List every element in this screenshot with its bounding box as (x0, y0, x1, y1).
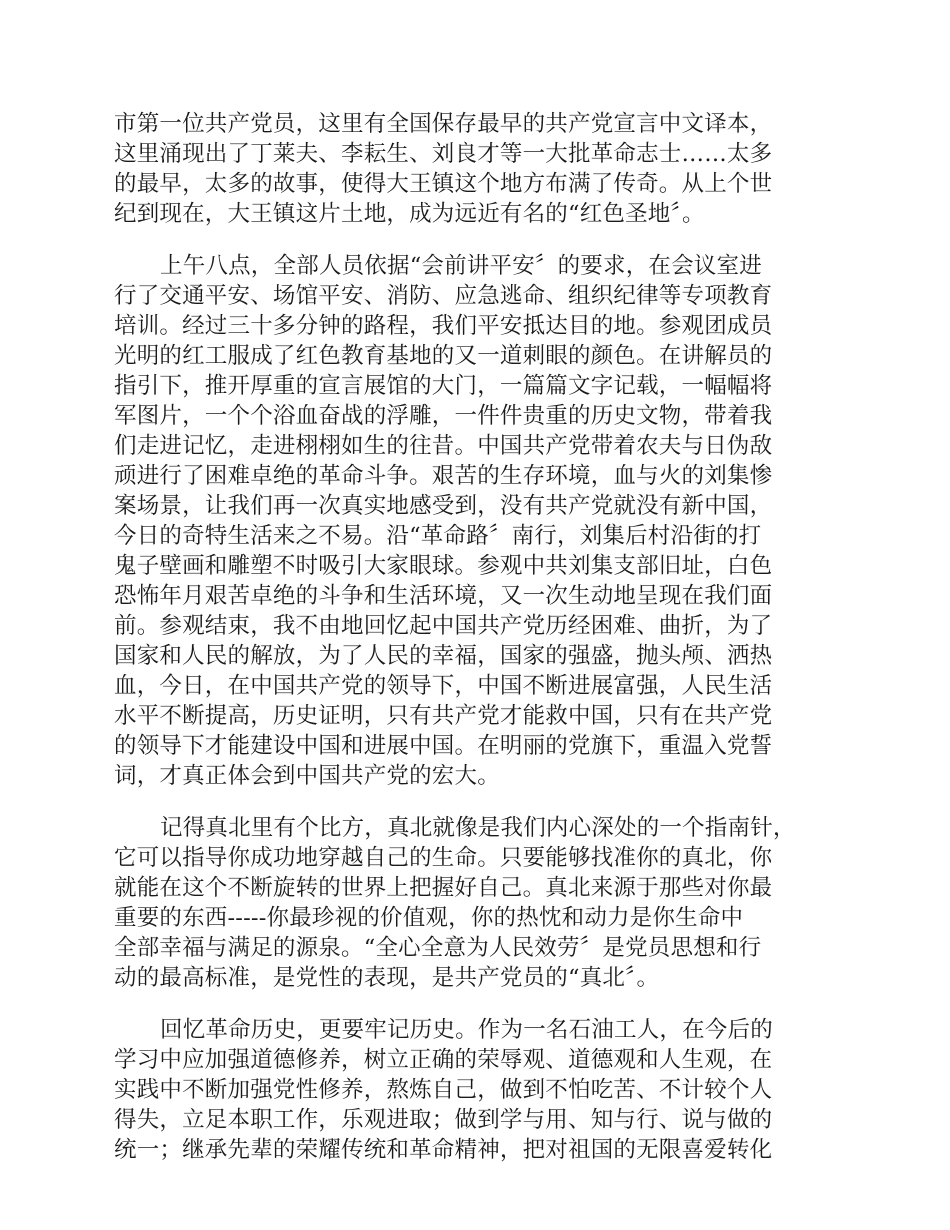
text-line: 统一；继承先辈的荣耀传统和革命精神，把对祖国的无限喜爱转化 (114, 1137, 773, 1163)
paragraph-1 (114, 109, 834, 229)
text-line: 鬼子壁画和雕塑不时吸引大家眼球。参观中共刘集支部旧址，白色 (114, 553, 773, 579)
text-line: 纪到现在，大王镇这片土地，成为远近有名的“红色圣地〞。 (114, 201, 705, 227)
text-line: 重要的东西-----你最珍视的价值观，你的热忱和动力是你生命中 (114, 905, 744, 931)
text-line: 国家和人民的解放，为了人民的幸福，国家的强盛，抛头颅、洒热 (114, 643, 773, 669)
text-line: 指引下，推开厚重的宣言展馆的大门，一篇篇文字记载，一幅幅将 (114, 373, 773, 399)
text-line: 的领导下才能建设中国和进展中国。在明丽的党旗下，重温入党誓 (114, 733, 773, 759)
text-line: 全部幸福与满足的源泉。“全心全意为人民效劳〞是党员思想和行 (114, 935, 762, 961)
text-line: 动的最高标准，是党性的表现，是共产党员的“真北〞。 (114, 965, 660, 991)
document-body (114, 109, 834, 1187)
text-line: 得失，立足本职工作，乐观进取；做到学与用、知与行、说与做的 (114, 1107, 773, 1133)
text-line: 军图片，一个个浴血奋战的浮雕，一件件贵重的历史文物，带着我 (114, 403, 773, 429)
text-line: 学习中应加强道德修养，树立正确的荣辱观、道德观和人生观，在 (114, 1047, 773, 1073)
text-line: 词，才真正体会到中国共产党的宏大。 (114, 763, 500, 789)
text-line: 前。参观结束，我不由地回忆起中国共产党历经困难、曲折，为了 (114, 613, 773, 639)
text-line: 今日的奇特生活来之不易。沿“革命路〞南行，刘集后村沿街的打 (114, 523, 762, 549)
text-line: 恐怖年月艰苦卓绝的斗争和生活环境，又一次生动地呈现在我们面 (114, 583, 773, 609)
text-line: 的最早，太多的故事，使得大王镇这个地方布满了传奇。从上个世 (114, 171, 773, 197)
text-line: 就能在这个不断旋转的世界上把握好自己。真北来源于那些对你最 (114, 875, 773, 901)
text-line: 这里涌现出了丁莱夫、李耘生、刘良才等一大批革命志士……太多 (114, 141, 773, 167)
text-line: 市第一位共产党员，这里有全国保存最早的共产党宣言中文译本， (114, 111, 773, 137)
text-line: 记得真北里有个比方，真北就像是我们内心深处的一个指南针， (160, 815, 796, 841)
text-line: 顽进行了困难卓绝的革命斗争。艰苦的生存环境，血与火的刘集惨 (114, 463, 773, 489)
paragraph-2 (114, 251, 834, 791)
text-line: 光明的红工服成了红色教育基地的又一道刺眼的颜色。在讲解员的 (114, 343, 773, 369)
text-line: 上午八点，全部人员依据“会前讲平安〞的要求，在会议室进 (160, 253, 762, 279)
text-line: 水平不断提高，历史证明，只有共产党才能救中国，只有在共产党 (114, 703, 773, 729)
text-line: 行了交通平安、场馆平安、消防、应急逃命、组织纪律等专项教育 (114, 283, 773, 309)
text-line: 培训。经过三十多分钟的路程，我们平安抵达目的地。参观团成员 (114, 313, 773, 339)
text-line: 案场景，让我们再一次真实地感受到，没有共产党就没有新中国， (114, 493, 773, 519)
text-line: 们走进记忆，走进栩栩如生的往昔。中国共产党带着农夫与日伪敌 (114, 433, 773, 459)
paragraph-4 (114, 1015, 834, 1165)
paragraph-3 (114, 813, 834, 993)
text-line: 血，今日，在中国共产党的领导下，中国不断进展富强，人民生活 (114, 673, 773, 699)
text-line: 它可以指导你成功地穿越自己的生命。只要能够找准你的真北，你 (114, 845, 773, 871)
text-line: 实践中不断加强党性修养，熬炼自己，做到不怕吃苦、不计较个人 (114, 1077, 773, 1103)
text-line: 回忆革命历史，更要牢记历史。作为一名石油工人，在今后的 (160, 1017, 773, 1043)
